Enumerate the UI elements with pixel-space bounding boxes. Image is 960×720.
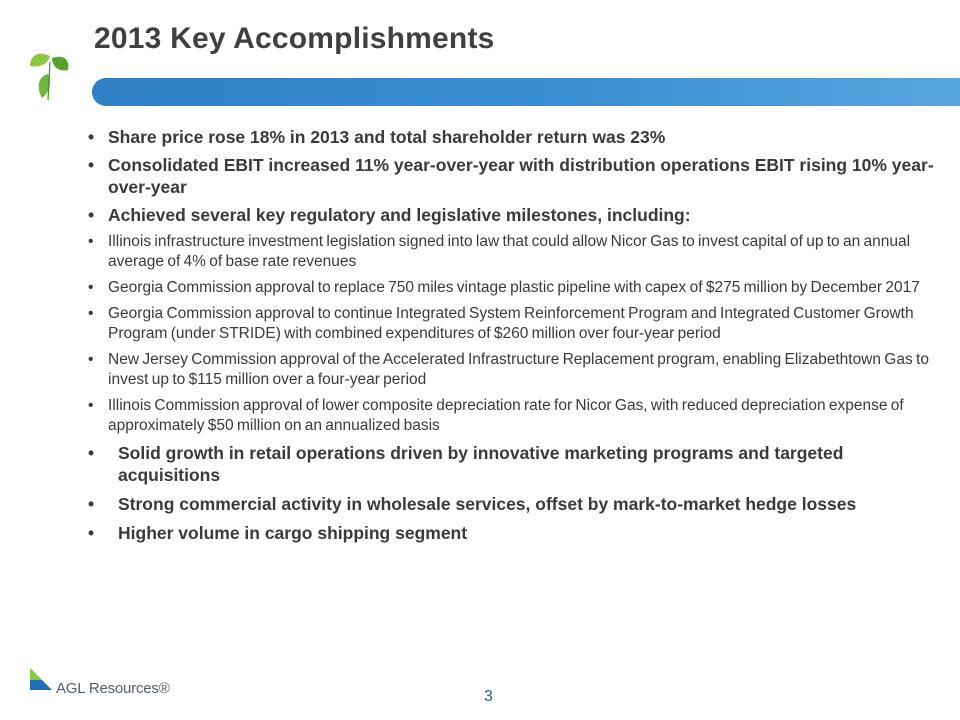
page-number: 3 [484, 688, 493, 705]
bullet-item: • Illinois Commission approval of lower composite depreciation rate for Nicor Gas, with reduced depreciation expense of approximately $50 million on an annualized basis [86, 396, 936, 436]
agl-logo-icon [28, 664, 54, 694]
bullet-item: • New Jersey Commission approval of the Accelerated Infrastructure Replacement program, enabling Elizabethtown Gas to invest up to $115 million over a four-year period [86, 350, 936, 390]
bullet-item: • Strong commercial activity in wholesale services, offset by mark-to-market hedge losses [86, 493, 936, 515]
bullet-item: • Illinois infrastructure investment legislation signed into law that could allow Nicor Gas to invest capital of up to an annual average of 4% of base rate revenues [86, 232, 936, 272]
brand-name: AGL Resources® [56, 680, 170, 697]
bullet-item: • Consolidated EBIT increased 11% year-over-year with distribution operations EBIT rising 10% year-over-year [86, 154, 936, 198]
slide-title: 2013 Key Accomplishments [94, 22, 495, 55]
bullet-item: • Solid growth in retail operations driven by innovative marketing programs and targeted acquisitions [86, 442, 936, 486]
bullet-list [86, 126, 936, 551]
bullet-item: • Achieved several key regulatory and legislative milestones, including: [86, 204, 936, 226]
bullet-item: • Georgia Commission approval to continue Integrated System Reinforcement Program and Integrated Customer Growth Program (under STRIDE) with combined expenditures of $260 million over four-year period [86, 304, 936, 344]
bullet-item: • Higher volume in cargo shipping segment [86, 522, 936, 544]
bullet-item: • Georgia Commission approval to replace 750 miles vintage plastic pipeline with capex of $275 million by December 2017 [86, 278, 936, 298]
title-bar [92, 78, 960, 106]
bullet-item: • Share price rose 18% in 2013 and total shareholder return was 23% [86, 126, 936, 148]
leaf-logo-icon [28, 48, 72, 104]
